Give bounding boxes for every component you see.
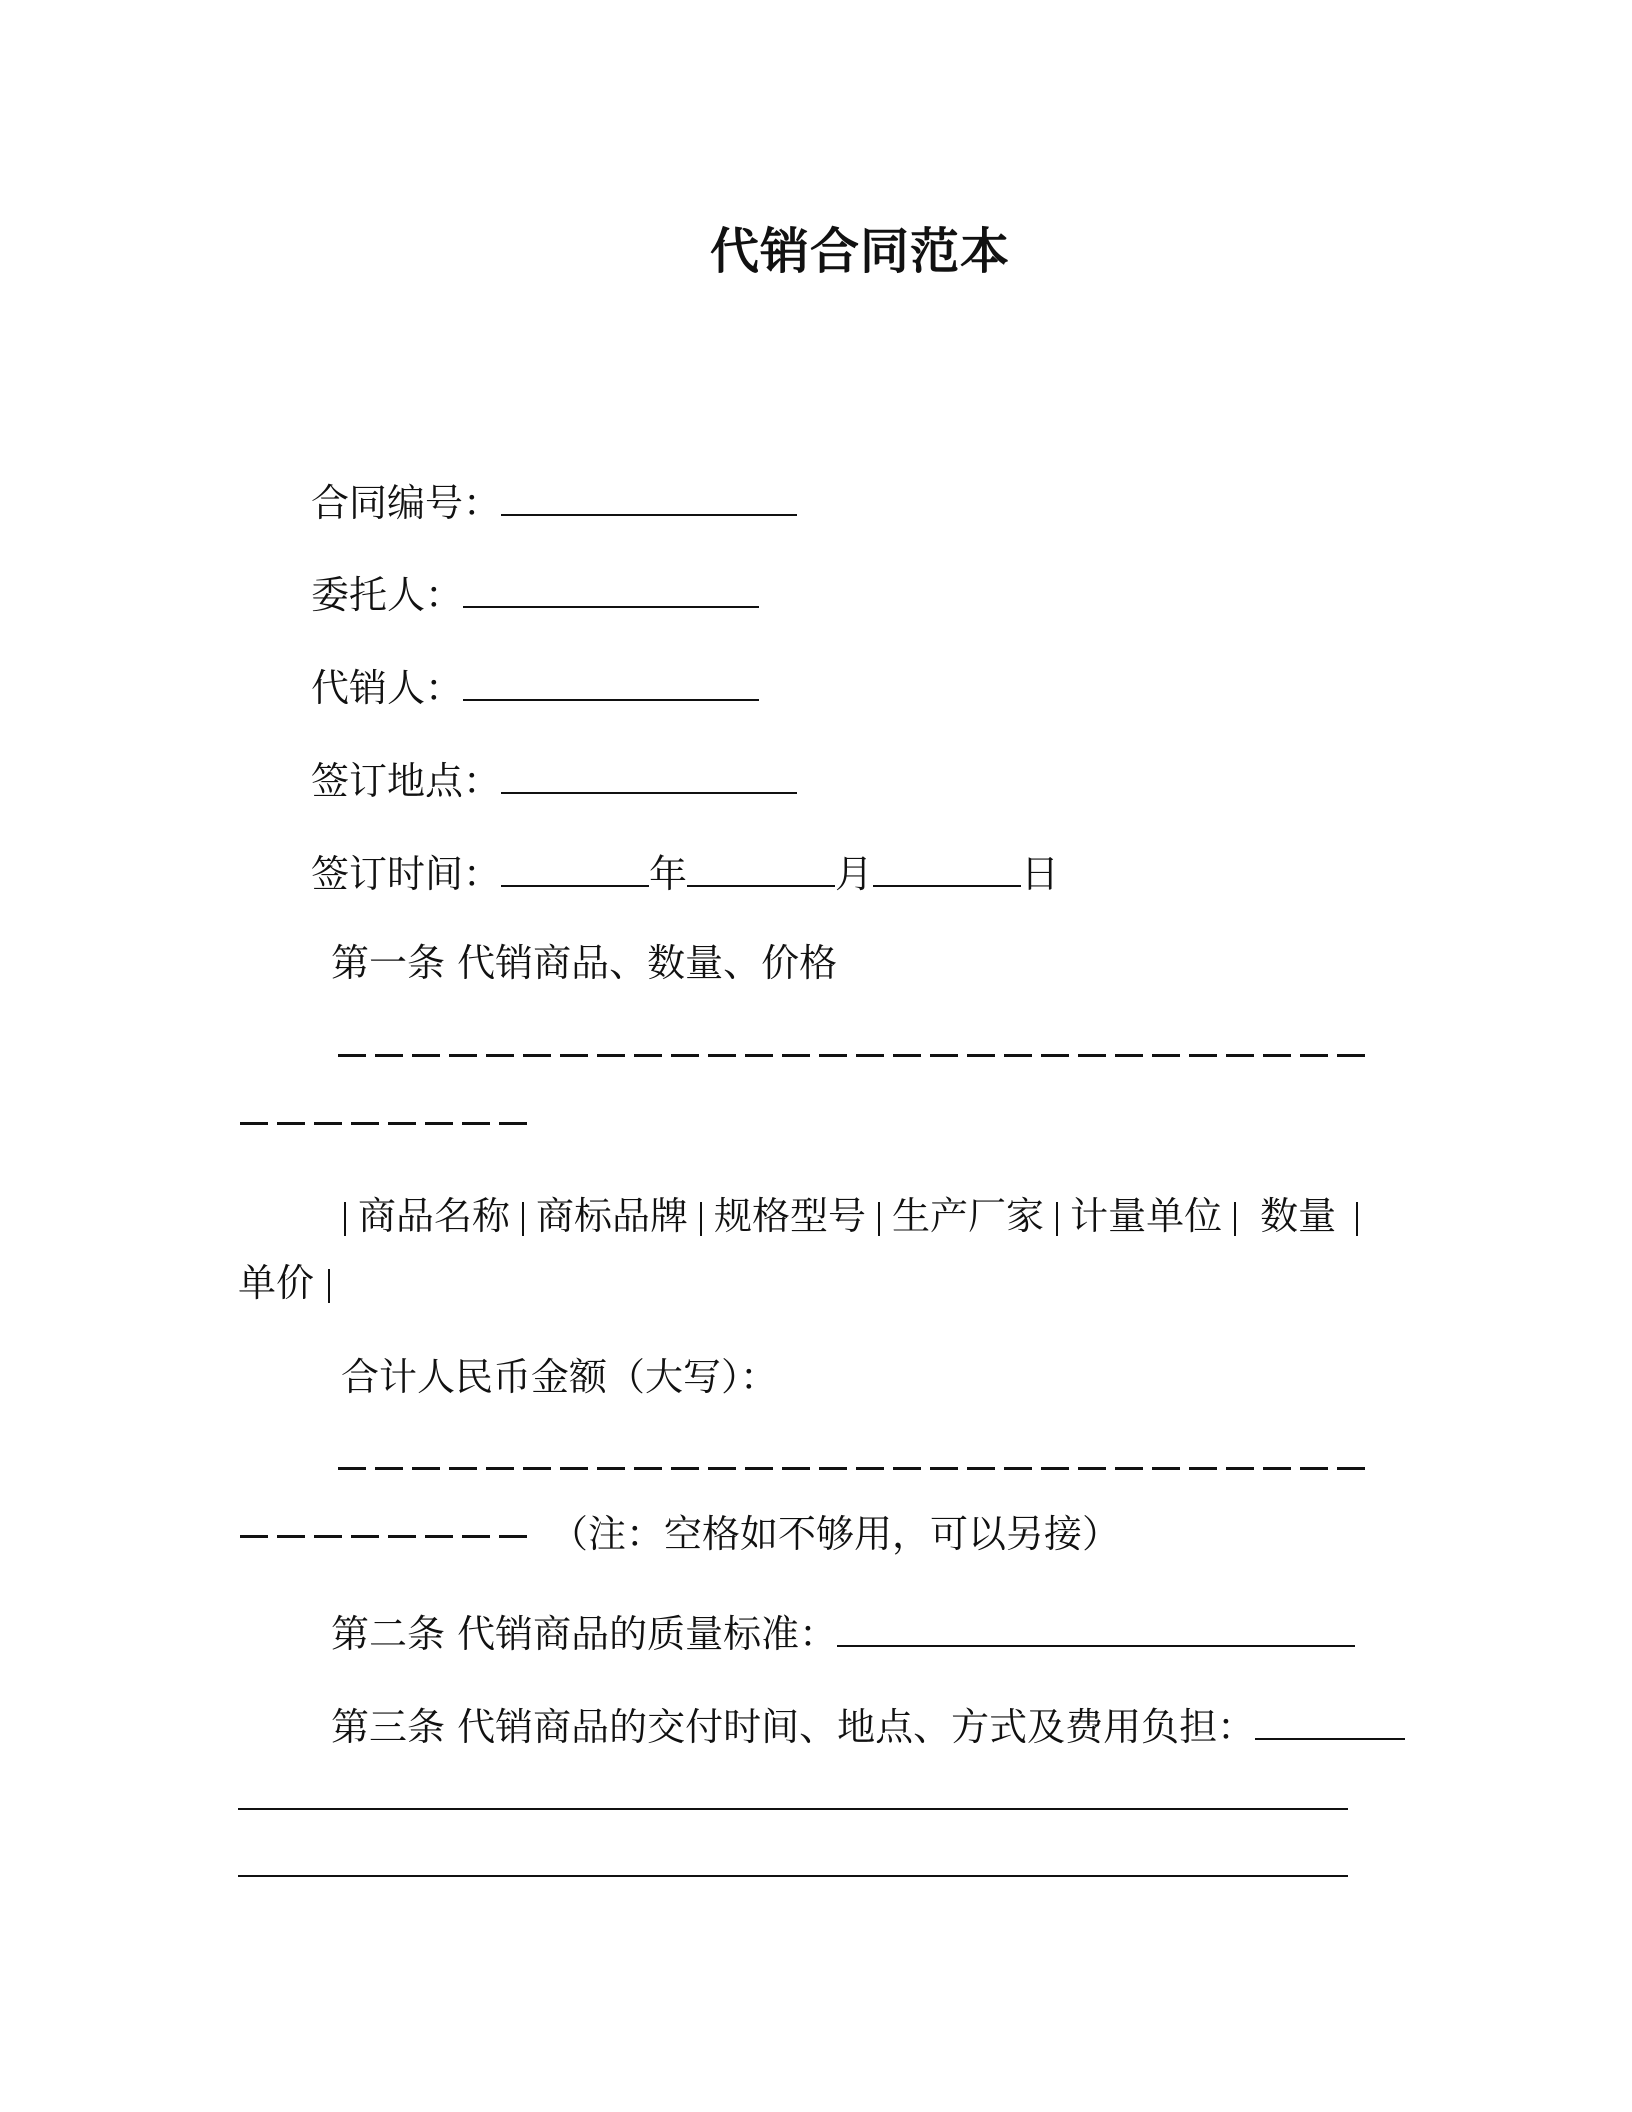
dash-segment [351,1122,379,1125]
column-unit-price: 单价 [238,1261,315,1305]
sign-place-field[interactable] [501,752,797,794]
dash-segment [314,1535,342,1538]
dash-segment [1226,1054,1254,1057]
dash-segment [277,1535,305,1538]
dash-segment [375,1054,403,1057]
column-quantity: 数量 [1260,1194,1337,1238]
dash-segment [1078,1054,1106,1057]
dash-segment [1337,1054,1365,1057]
sign-year-field[interactable] [501,845,649,887]
dash-segment [523,1467,551,1470]
agent-label: 代销人： [311,666,464,710]
dash-segment [449,1467,477,1470]
dash-segment [708,1054,736,1057]
dash-rule-2b-row [240,1509,1120,1559]
dash-segment [1189,1467,1217,1470]
dash-segment [499,1535,527,1538]
column-manufacturer: 生产厂家 [892,1194,1045,1238]
total-amount-label: 合计人民币金额（大写）： [341,1355,779,1399]
note-text: （注：空格如不够用，可以另接） [550,1512,1121,1556]
dash-segment [560,1054,588,1057]
dash-segment [634,1467,662,1470]
dash-segment [388,1535,416,1538]
contract-number-field[interactable] [501,474,797,516]
dash-segment [597,1054,625,1057]
dash-segment [1041,1054,1069,1057]
dash-segment [486,1467,514,1470]
dash-segment [560,1467,588,1470]
dash-segment [240,1122,268,1125]
dash-segment [425,1122,453,1125]
quality-standard-field[interactable] [837,1605,1355,1647]
column-separator [328,1269,330,1303]
dash-segment [1263,1467,1291,1470]
column-separator [1056,1202,1058,1236]
dash-segment [967,1054,995,1057]
dash-segment [819,1054,847,1057]
column-brand: 商标品牌 [536,1194,689,1238]
dash-segment [1300,1467,1328,1470]
dash-segment [314,1122,342,1125]
column-separator [344,1202,346,1236]
dash-segment [1226,1467,1254,1470]
article3-heading: 第三条 代销商品的交付时间、地点、方式及费用负担： [331,1705,1256,1749]
dash-segment [375,1467,403,1470]
dash-segment [1152,1054,1180,1057]
goods-table-header-wrap [238,1258,342,1308]
dash-segment [782,1467,810,1470]
dash-segment [425,1535,453,1538]
dash-segment [412,1054,440,1057]
dash-segment [745,1467,773,1470]
dash-segment [338,1054,366,1057]
year-label: 年 [649,852,688,896]
delivery-terms-line-1[interactable] [238,1808,1348,1810]
day-label: 日 [1021,852,1060,896]
consignor-label: 委托人： [311,573,464,617]
column-goods-name: 商品名称 [358,1194,511,1238]
dash-segment [462,1122,490,1125]
consignor-field[interactable] [463,566,759,608]
dash-rule-1b [240,1096,536,1146]
dash-segment [523,1054,551,1057]
contract-number-row [311,474,797,528]
dash-segment [856,1467,884,1470]
dash-segment [449,1054,477,1057]
dash-rule-2a [338,1441,1374,1491]
dash-segment [462,1535,490,1538]
dash-segment [351,1535,379,1538]
dash-segment [1004,1467,1032,1470]
dash-segment [486,1054,514,1057]
column-separator [1234,1202,1236,1236]
dash-rule-2b [240,1512,536,1556]
dash-segment [597,1467,625,1470]
column-spec: 规格型号 [714,1194,867,1238]
dash-segment [240,1535,268,1538]
consignor-row [311,566,759,620]
month-label: 月 [835,852,874,896]
dash-rule-1a [338,1028,1374,1078]
dash-segment [1152,1467,1180,1470]
dash-segment [893,1054,921,1057]
dash-segment [499,1122,527,1125]
dash-segment [1263,1054,1291,1057]
dash-segment [1115,1054,1143,1057]
delivery-terms-field[interactable] [1255,1698,1405,1740]
dash-segment [1078,1467,1106,1470]
dash-segment [1189,1054,1217,1057]
column-separator [700,1202,702,1236]
dash-segment [745,1054,773,1057]
contract-number-label: 合同编号： [311,481,502,525]
dash-segment [1300,1054,1328,1057]
page-title: 代销合同范本 [709,223,1010,280]
agent-field[interactable] [463,659,759,701]
dash-segment [708,1467,736,1470]
dash-segment [1115,1467,1143,1470]
dash-segment [1337,1467,1365,1470]
sign-day-field[interactable] [873,845,1021,887]
goods-table-header [332,1191,1370,1241]
dash-segment [856,1054,884,1057]
sign-place-label: 签订地点： [311,759,502,803]
dash-segment [412,1467,440,1470]
sign-place-row [311,752,797,806]
agent-row [311,659,759,713]
dash-segment [634,1054,662,1057]
article3-row [331,1698,1405,1752]
article2-heading: 第二条 代销商品的质量标准： [331,1612,838,1656]
column-separator [878,1202,880,1236]
dash-segment [893,1467,921,1470]
delivery-terms-line-2[interactable] [238,1875,1348,1877]
dash-segment [967,1467,995,1470]
sign-month-field[interactable] [687,845,835,887]
dash-segment [671,1467,699,1470]
dash-segment [388,1122,416,1125]
dash-segment [1041,1467,1069,1470]
dash-segment [782,1054,810,1057]
column-separator [522,1202,524,1236]
column-unit: 计量单位 [1070,1194,1223,1238]
dash-segment [819,1467,847,1470]
dash-segment [930,1054,958,1057]
dash-segment [338,1467,366,1470]
article1-heading: 第一条 代销商品、数量、价格 [331,941,838,985]
dash-segment [671,1054,699,1057]
column-separator [1356,1202,1358,1236]
sign-time-label: 签订时间： [311,852,502,896]
dash-segment [930,1467,958,1470]
sign-time-row [311,845,1059,899]
dash-segment [1004,1054,1032,1057]
article2-row [331,1605,1355,1659]
dash-segment [277,1122,305,1125]
